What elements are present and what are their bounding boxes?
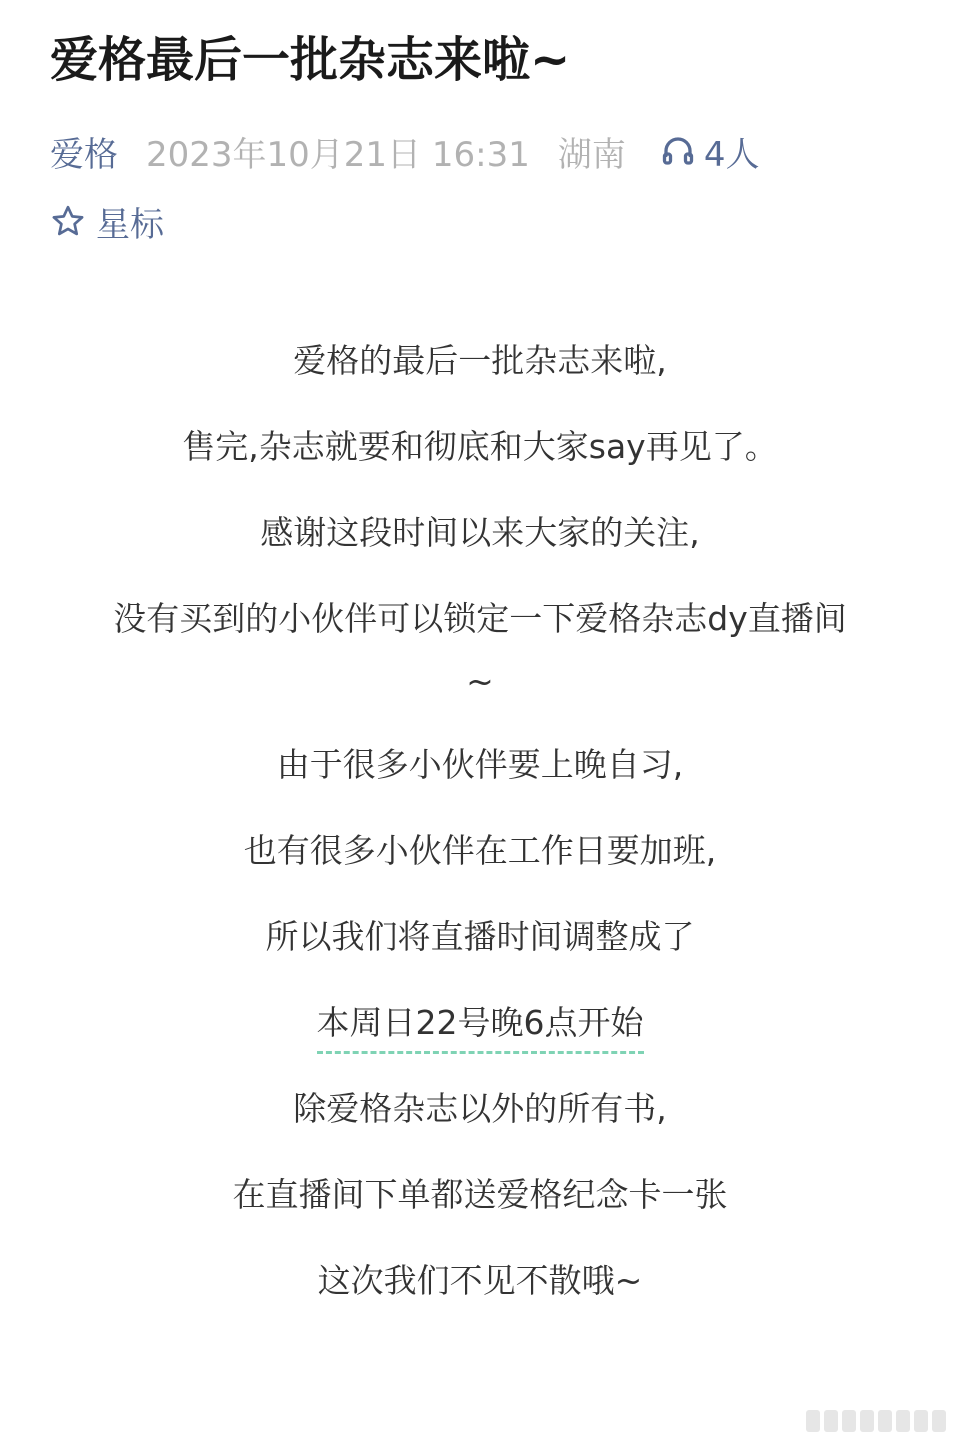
star-outline-icon [50, 203, 86, 239]
watermark-block [914, 1410, 928, 1432]
listener-count: 4人 [703, 134, 760, 175]
publish-region: 湖南 [557, 134, 626, 175]
body-line: 也有很多小伙伴在工作日要加班, [243, 831, 717, 870]
author-link[interactable]: 爱格 [50, 134, 118, 175]
watermark-block [842, 1410, 856, 1432]
body-line: 感谢这段时间以来大家的关注, [260, 513, 700, 552]
body-line: 没有买到的小伙伴可以锁定一下爱格杂志dy直播间 [113, 599, 847, 638]
body-line: 所以我们将直播时间调整成了 [265, 917, 695, 956]
publish-date: 2023年10月21日 16:31 [146, 134, 530, 175]
listen-button[interactable] [660, 127, 760, 176]
article-title: 爱格最后一批杂志来啦~ [50, 32, 571, 88]
headphones-icon [660, 133, 696, 169]
body-line: ~ [466, 662, 494, 701]
star-button[interactable] [50, 198, 164, 244]
watermark-bar [766, 1409, 946, 1433]
body-line: 除爱格杂志以外的所有书, [293, 1089, 667, 1128]
article-body [40, 318, 920, 1324]
body-line: 在直播间下单都送爱格纪念卡一张 [232, 1175, 728, 1214]
body-line: 这次我们不见不散哦~ [317, 1261, 643, 1300]
watermark-block [878, 1410, 892, 1432]
watermark-block [932, 1410, 946, 1432]
body-line: 由于很多小伙伴要上晚自习, [276, 745, 684, 784]
star-label: 星标 [96, 204, 164, 245]
watermark-block [896, 1410, 910, 1432]
body-line: 售完,杂志就要和彻底和大家say再见了。 [182, 427, 778, 466]
watermark-block [860, 1410, 874, 1432]
watermark-block [824, 1410, 838, 1432]
body-line-highlight [40, 980, 920, 1066]
body-line: 爱格的最后一批杂志来啦, [293, 341, 667, 380]
watermark-block [806, 1410, 820, 1432]
highlighted-schedule[interactable]: 本周日22号晚6点开始 [317, 999, 644, 1054]
article-meta [50, 128, 760, 174]
